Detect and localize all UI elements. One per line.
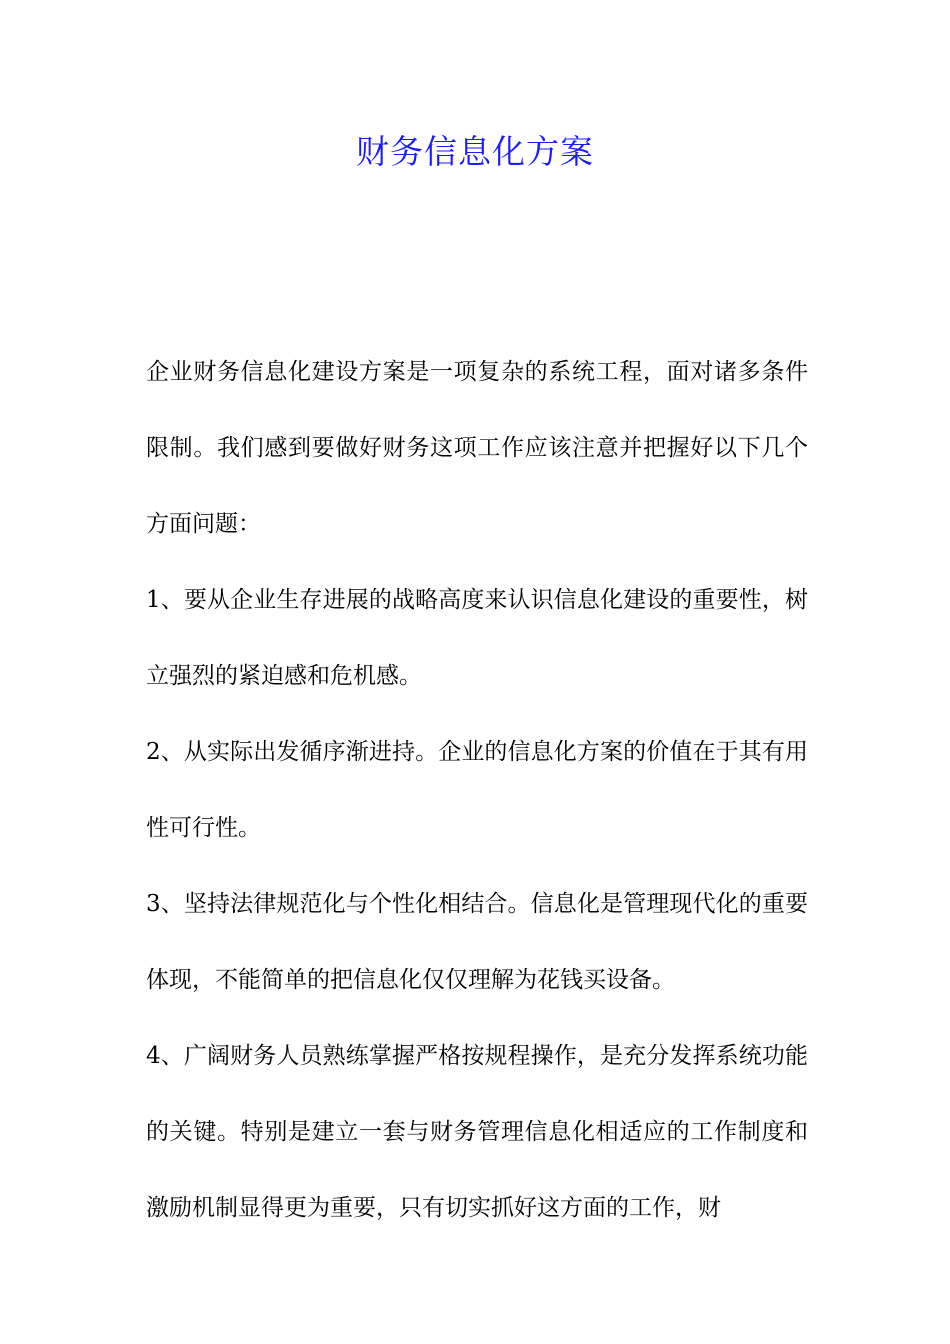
paragraph-item-4: 4、广阔财务人员熟练掌握严格按规程操作，是充分发挥系统功能的关键。特别是建立一套与财务管理信息化相适应的工作制度和激励机制显得更为重要，只有切实抓好这方面的工作，财 — [146, 1043, 808, 1221]
paragraph-item-3: 3、坚持法律规范化与个性化相结合。信息化是管理现代化的重要体现，不能简单的把信息化仅仅理解为花钱买设备。 — [146, 891, 808, 993]
paragraph-item-1: 1、要从企业生存进展的战略高度来认识信息化建设的重要性，树立强烈的紧迫感和危机感。 — [146, 587, 808, 689]
paragraph-intro: 企业财务信息化建设方案是一项复杂的系统工程，面对诸多条件限制。我们感到要做好财务这项工作应该注意并把握好以下几个方面问题： — [146, 359, 808, 537]
document-body — [146, 334, 808, 1246]
paragraph-item-2: 2、从实际出发循序渐进持。企业的信息化方案的价值在于其有用性可行性。 — [146, 739, 808, 841]
page-title: 财务信息化方案 — [356, 132, 594, 171]
